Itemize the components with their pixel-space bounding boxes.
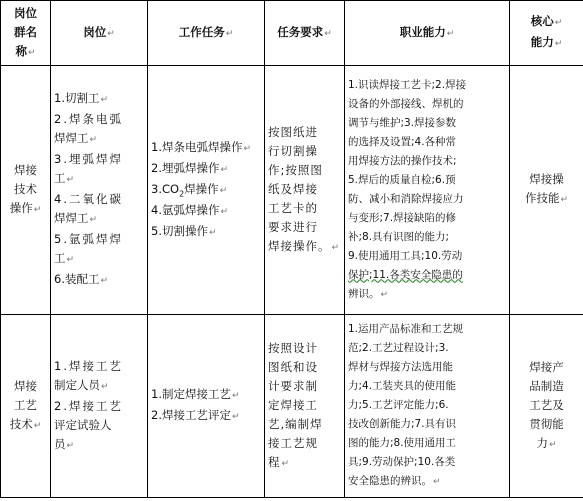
header-core (510, 1, 583, 66)
cell-line: 工↵ (54, 171, 75, 185)
cell-line: 补;8.具有识图的能力; (348, 230, 450, 243)
header-ability: 职业能力↵ (345, 1, 510, 66)
cell-line: 品制造 (529, 378, 564, 393)
header-post: 岗位↵ (51, 1, 148, 66)
cell-line: 力;4.工装夹具的使用能 (348, 380, 457, 392)
cell-line: 技术 (14, 181, 37, 196)
cell-line: 艺,编制焊 (268, 416, 323, 431)
cell-line: 焊接 (14, 162, 37, 177)
cell-line: 贯彻能 (529, 416, 564, 431)
ability-cell (345, 66, 510, 315)
cell-line: 焊接产 (529, 359, 564, 374)
cell-line: 制定人员↵ (54, 377, 109, 392)
core-cell (510, 66, 583, 315)
cell-line: 4.二氧化碳 (54, 192, 123, 206)
task-cell (148, 315, 265, 498)
cell-line: 2.焊接工艺评定↵ (151, 408, 240, 422)
cell-line: 程↵ (268, 454, 291, 469)
cell-line: $3.CO_2$焊操作↵ (151, 181, 228, 198)
cell-line: 5.氩弧焊焊 (54, 232, 123, 246)
cell-line: 作;按照图 (268, 162, 323, 177)
cell-line: 具;9.劳动保护;10.各类 (348, 456, 456, 468)
header-group (1, 1, 51, 66)
cell-line: 工艺及 (529, 397, 564, 412)
ability-cell (345, 315, 510, 498)
cell-line: 保护;11.各类安全隐患的 (348, 268, 463, 281)
cell-line: 操作↵ (9, 200, 42, 215)
cell-line: 要求进行 (268, 219, 318, 234)
cell-line: 按图纸进 (268, 124, 318, 139)
cell-line: 力;5.工艺评定能力;6. (348, 399, 449, 411)
cell-line: 调节与维护;3.焊接参数 (348, 116, 457, 129)
cell-line: 焊焊工↵ (54, 211, 98, 225)
cell-line: 5.切割操作↵ (151, 223, 217, 238)
cell-line: 9.使用通用工具;10.劳动 (348, 249, 463, 262)
post-cell (51, 66, 148, 315)
header-group-line: 群名 (14, 24, 37, 39)
cell-line: 工↵ (54, 251, 75, 265)
cell-line: 3.埋弧焊焊 (54, 152, 123, 166)
cell-line: 2.埋弧焊操作↵ (151, 160, 229, 175)
table-row (1, 66, 583, 315)
cell-line: 作技能↵ (524, 191, 569, 205)
cell-line: 安全隐患的辨识。↵ (348, 475, 441, 487)
header-core-line: 核心↵ (530, 14, 563, 28)
cell-line: 评定试验人 (54, 417, 112, 432)
core-cell (510, 315, 583, 498)
group-cell (1, 315, 51, 498)
requirement-cell (265, 66, 345, 315)
cell-line: 5.焊后的质量自检;6.预 (348, 173, 456, 186)
cell-line: 定焊接工 (268, 397, 318, 412)
group-cell (1, 66, 51, 315)
cell-line: 焊材与焊接方法选用能 (348, 361, 453, 373)
cell-line: 力↵ (536, 435, 557, 450)
cell-line: 2.焊条电弧 (54, 112, 123, 126)
header-core-line: 能力↵ (530, 35, 563, 49)
cell-line: 防、减小和消除焊接应力 (348, 192, 464, 205)
task-cell (148, 66, 265, 315)
cell-line: 1.焊接工艺 (54, 358, 123, 373)
cell-line: 的选择及设置;4.各种常 (348, 135, 457, 148)
cell-line: 图的能力;8.使用通用工 (348, 437, 457, 449)
cell-line: 1.焊条电弧焊操作↵ (151, 139, 252, 154)
header-group-line: 岗位 (14, 5, 37, 20)
header-row (1, 1, 583, 66)
cell-line: 工艺卡的 (268, 200, 318, 215)
cell-line: 焊接操作。↵ (268, 238, 341, 253)
cell-line: 行切割操 (268, 143, 318, 158)
table-row (1, 315, 583, 498)
cell-line: 1.切割工↵ (54, 91, 109, 105)
cell-line: 1.识读焊接工艺卡;2.焊接 (348, 78, 467, 91)
cell-line: 2.焊接工艺 (54, 398, 123, 413)
cell-line: 按照设计 (268, 340, 318, 355)
cell-line: 图纸和设 (268, 359, 318, 374)
cell-line: 接工艺规 (268, 435, 318, 450)
cell-line: 焊接 (14, 378, 37, 393)
cell-line: 范;2.工艺过程设计;3. (348, 342, 449, 354)
cell-line: 4.氩弧焊操作↵ (151, 202, 229, 217)
header-group-line: 称↵ (15, 43, 36, 58)
cell-line: 用焊接方法的操作技术; (348, 154, 457, 167)
cell-line: 技改创新能力;7.具有识 (348, 418, 457, 430)
requirement-cell (265, 315, 345, 498)
cell-line: 6.装配工↵ (54, 272, 109, 286)
cell-line: 技术↵ (9, 416, 42, 431)
cell-line: 辨识。↵ (348, 287, 389, 300)
cell-line: 纸及焊接 (268, 181, 318, 196)
cell-line: 员↵ (54, 436, 75, 451)
cell-line: 焊接操 (529, 172, 564, 186)
cell-line: 焊焊工↵ (54, 131, 98, 145)
header-requirement: 任务要求↵ (265, 1, 345, 66)
cell-line: 计要求制 (268, 378, 318, 393)
cell-line: 工艺 (14, 397, 37, 412)
cell-line: 1.制定焊接工艺↵ (151, 387, 240, 401)
cell-line: 设备的外部接线、焊机的 (348, 97, 464, 110)
cell-line: 1.运用产品标准和工艺规 (348, 323, 464, 335)
post-cell (51, 315, 148, 498)
header-task: 工作任务↵ (148, 1, 265, 66)
cell-line: 与变形;7.焊接缺陷的修 (348, 211, 457, 224)
